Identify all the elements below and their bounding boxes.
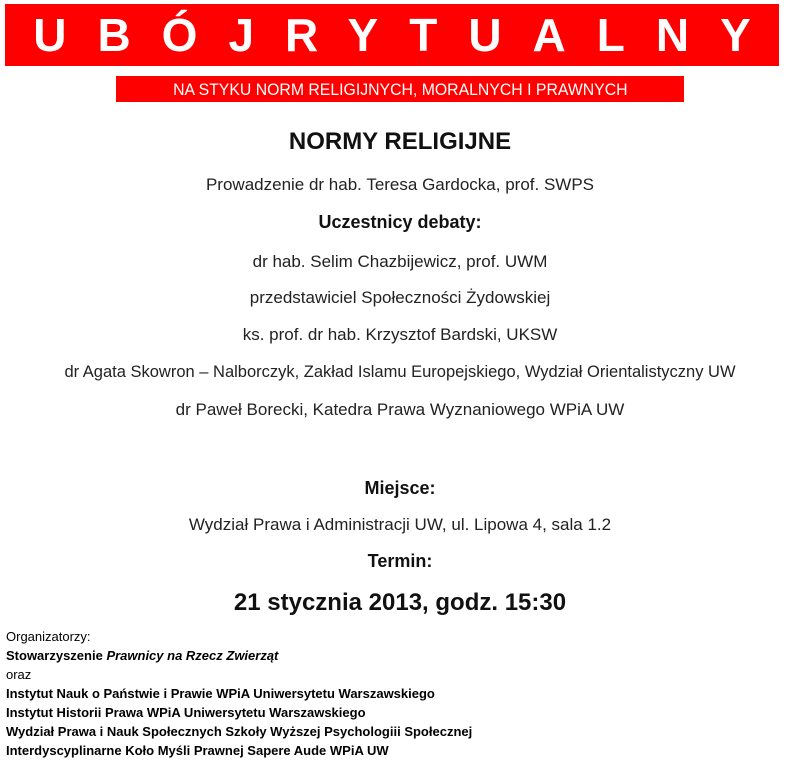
- event-date: 21 stycznia 2013, godz. 15:30: [233, 589, 567, 616]
- organizers-label: Organizatorzy:: [6, 629, 91, 644]
- organizers-conjunction: oraz: [6, 667, 32, 682]
- organizer-item: Interdyscyplinarne Koło Myśli Prawnej Sapere Aude WPiA UW: [6, 743, 389, 758]
- subtitle-bar: [116, 76, 684, 102]
- participant-item: dr Agata Skowron – Nalborczyk, Zakład Islamu Europejskiego, Wydział Orientalistyczny UW: [64, 363, 736, 381]
- section-title: NORMY RELIGIJNE: [288, 128, 512, 155]
- participant-item: ks. prof. dr hab. Krzysztof Bardski, UKSW: [242, 325, 558, 344]
- participants-heading: Uczestnicy debaty:: [318, 212, 482, 232]
- participant-item: przedstawiciel Społeczności Żydowskiej: [249, 288, 551, 307]
- banner-title: UBÓJRYTUALNY: [33, 9, 782, 61]
- organizer-item: Instytut Nauk o Państwie i Prawie WPiA Uniwersytetu Warszawskiego: [6, 686, 435, 701]
- organizer-item: Wydział Prawa i Nauk Społecznych Szkoły Wyższej Psychologiii Społecznej: [6, 724, 473, 739]
- organizer-primary-prefix: Stowarzyszenie: [6, 648, 107, 663]
- banner-subtitle: NA STYKU NORM RELIGIJNYCH, MORALNYCH I PRAWNYCH: [172, 79, 628, 99]
- place: Wydział Prawa i Administracji UW, ul. Lipowa 4, sala 1.2: [188, 515, 612, 534]
- participant-item: dr hab. Selim Chazbijewicz, prof. UWM: [252, 252, 548, 271]
- title-banner: [5, 4, 782, 66]
- place-heading: Miejsce:: [364, 478, 436, 498]
- organizer-primary: [6, 649, 278, 662]
- organizer-item: Instytut Historii Prawa WPiA Uniwersytetu Warszawskiego: [6, 705, 366, 720]
- date-heading: Termin:: [367, 551, 433, 571]
- participant-item: dr Paweł Borecki, Katedra Prawa Wyznaniowego WPiA UW: [175, 400, 625, 419]
- organizer-primary-name: Prawnicy na Rzecz Zwierząt: [106, 648, 279, 663]
- moderator: Prowadzenie dr hab. Teresa Gardocka, prof. SWPS: [205, 175, 595, 194]
